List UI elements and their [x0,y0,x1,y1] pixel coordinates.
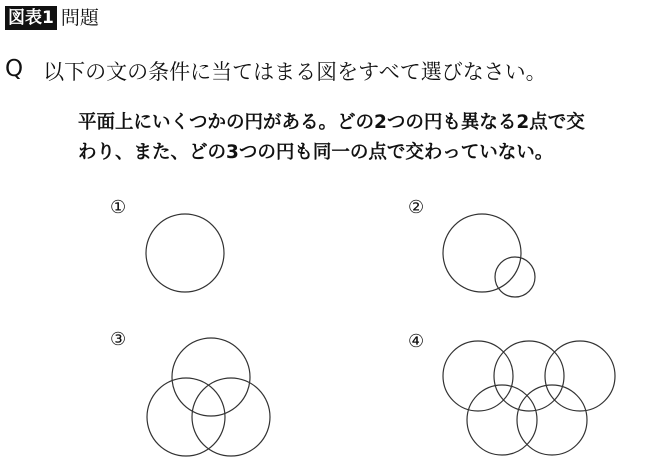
figure-1 [146,214,224,292]
condition-line-1: 平面上にいくつかの円がある。どの2つの円も異なる2点で交 [78,112,585,133]
figure-3-label: ③ [110,329,127,350]
circle [443,341,513,411]
condition-line-2: わり、また、どの3つの円も同一の点で交わっていない。 [78,142,554,163]
figure-1-label: ① [110,197,127,218]
figure-4 [443,341,615,455]
circle-small [495,257,535,297]
question-mark: Q [5,56,24,82]
figure-4-label: ④ [408,331,425,352]
circle-left [147,378,225,456]
circle [517,385,587,455]
figure-badge: 図表1 [5,6,57,30]
question-text: 以下の文の条件に当てはまる図をすべて選びなさい。 [43,60,547,84]
circle [146,214,224,292]
figure-2 [443,214,535,297]
figure-2-label: ② [408,197,425,218]
circle-large [443,214,521,292]
circle-top [172,338,250,416]
figure-3 [147,338,270,456]
figure-title: 問題 [60,7,99,29]
circle [494,341,564,411]
circle [545,341,615,411]
circle-right [192,378,270,456]
